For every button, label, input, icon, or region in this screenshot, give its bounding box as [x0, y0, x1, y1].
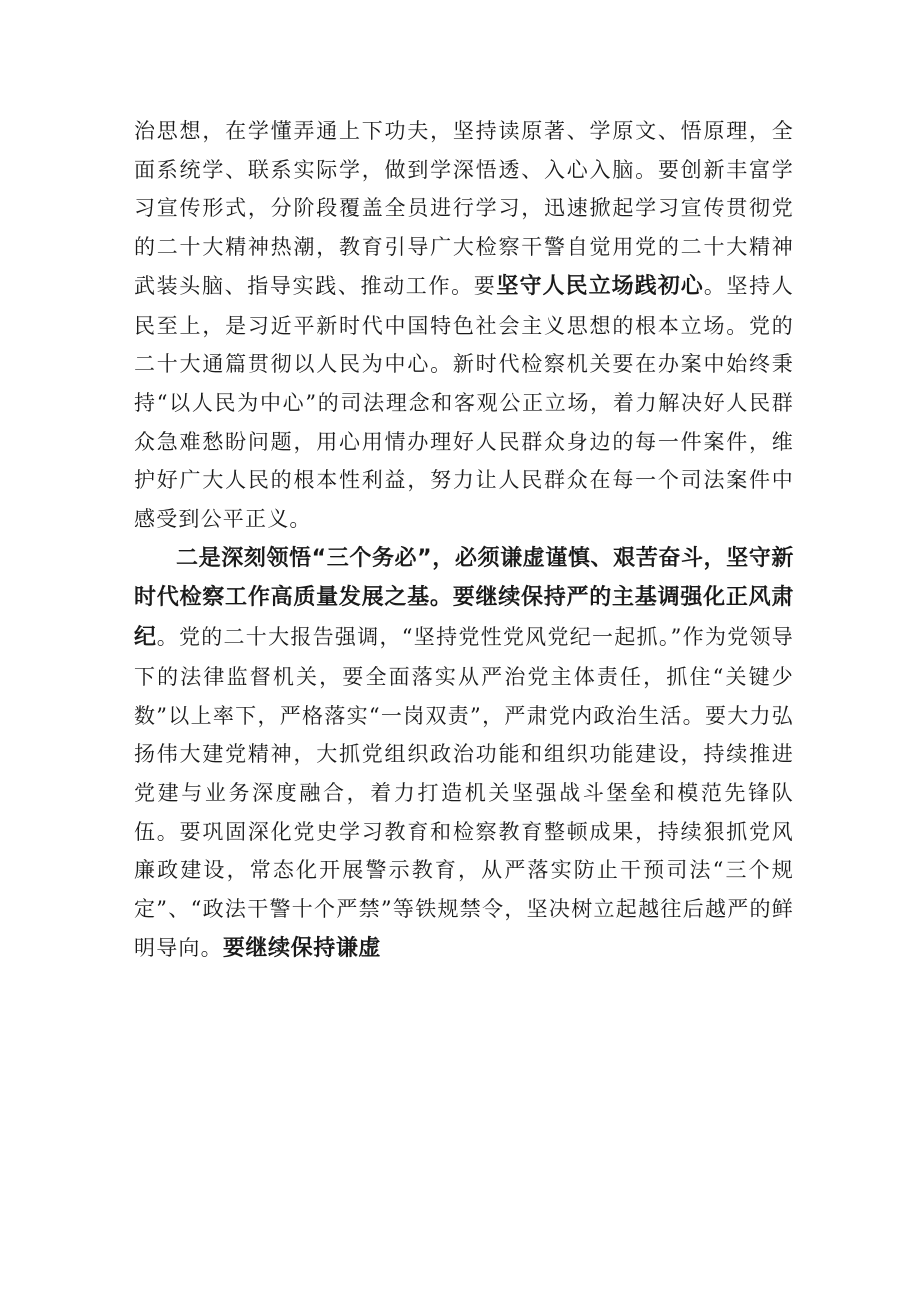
paragraph-2-text: 。党的二十大报告强调，“坚持党性党风党纪一起抓。”作为党领导下的法律监督机关，要全面落实从严治党主体责任，抓住“关键少数”以上率下，严格落实“一岗双责”，严肃党内政治生活。要大力弘扬伟大建党精神，大抓党组织政治功能和组织功能建设，持续推进党建与业务深度融合，着力打造机关坚强战斗堡垒和模范先锋队伍。要巩固深化党史学习教育和检察教育整顿成果，持续狠抓党风廉政建设，常态化开展警示教育，从严落实防止干预司法“三个规定”、“政法干警十个严禁”等铁规禁令，坚决树立起越往后越严的鲜明导向。: [134, 625, 794, 960]
paragraph-1-bold-heading: 坚守人民立场践初心: [496, 273, 704, 299]
paragraph-1-text-2: 。坚持人民至上，是习近平新时代中国特色社会主义思想的根本立场。党的二十大通篇贯彻以人民为中心。新时代检察机关要在办案中始终秉持“以人民为中心”的司法理念和客观公正立场，着力解决好人民群众急难愁盼问题，用心用情办理好人民群众身边的每一件案件，维护好广大人民的根本性利益，努力让人民群众在每一个司法案件中感受到公平正义。: [134, 273, 794, 532]
paragraph-1-text-1: 治思想，在学懂弄通上下功夫，坚持读原著、学原文、悟原理，全面系统学、联系实际学，做到学深悟透、入心入脑。要创新丰富学习宣传形式，分阶段覆盖全员进行学习，迅速掀起学习宣传贯彻党的二十大精神热潮，教育引导广大检察干警自觉用党的二十大精神武装头脑、指导实践、推动工作。要: [134, 119, 794, 298]
paragraph-2: [134, 539, 794, 969]
document-body: [134, 112, 794, 968]
paragraph-2-bold-tail: 要继续保持谦虚: [222, 935, 382, 961]
paragraph-2-bold-heading: 二是深刻领悟“三个务必”，必须谦虚谨慎、艰苦奋斗，坚守新时代检察工作高质量发展之基。要继续保持严的主基调强化正风肃纪: [134, 545, 794, 651]
paragraph-1: [134, 112, 794, 539]
